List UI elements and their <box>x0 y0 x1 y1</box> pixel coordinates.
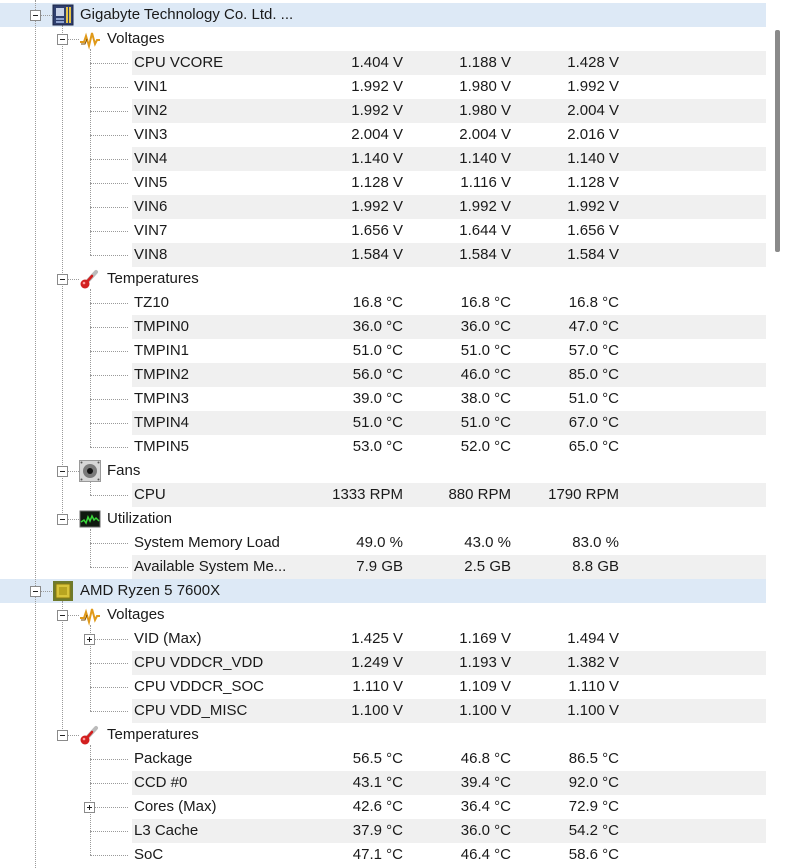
sensor-value: 51.0 °C <box>352 414 403 431</box>
sensor-name: Cores (Max) <box>134 798 217 815</box>
sensor-group-row[interactable] <box>0 27 766 51</box>
sensor-min: 1.992 V <box>459 198 511 215</box>
collapse-toggle[interactable] <box>30 10 41 21</box>
sensor-name: VIN3 <box>134 126 168 143</box>
sensor-value: 1.992 V <box>351 198 403 215</box>
sensor-name: VIN6 <box>134 198 168 215</box>
utilization-icon <box>79 508 101 530</box>
hardware-row[interactable] <box>0 579 766 603</box>
hardware-name: Gigabyte Technology Co. Ltd. ... <box>80 6 294 23</box>
tree-line <box>90 855 128 856</box>
tree-line <box>90 399 128 400</box>
sensor-min: 1.169 V <box>459 630 511 647</box>
sensor-max: 1.128 V <box>567 174 619 191</box>
sensor-value: 1.100 V <box>351 702 403 719</box>
sensor-max: 51.0 °C <box>568 390 619 407</box>
sensor-group-label: Voltages <box>107 606 165 623</box>
sensor-max: 1790 RPM <box>548 486 619 503</box>
collapse-toggle[interactable] <box>57 34 68 45</box>
sensor-max: 2.004 V <box>567 102 619 119</box>
sensor-name: CPU VDDCR_VDD <box>134 654 264 671</box>
sensor-value: 56.0 °C <box>352 366 403 383</box>
sensor-name: CCD #0 <box>134 774 188 791</box>
tree-line <box>90 831 128 832</box>
tree-line <box>90 745 91 855</box>
tree-line <box>94 639 128 640</box>
sensor-min: 1.980 V <box>459 78 511 95</box>
sensor-name: L3 Cache <box>134 822 199 839</box>
sensor-min: 16.8 °C <box>460 294 511 311</box>
tree-line <box>90 423 128 424</box>
hardware-row[interactable] <box>0 3 766 27</box>
sensor-group-label: Utilization <box>107 510 173 527</box>
sensor-name: CPU <box>134 486 166 503</box>
sensor-group-row[interactable] <box>0 723 766 747</box>
tree-line <box>90 711 128 712</box>
sensor-min: 36.0 °C <box>460 318 511 335</box>
sensor-min: 1.188 V <box>459 54 511 71</box>
sensor-max: 83.0 % <box>572 534 619 551</box>
sensor-name: VIN4 <box>134 150 168 167</box>
sensor-max: 1.382 V <box>567 654 619 671</box>
sensor-value: 2.004 V <box>351 126 403 143</box>
tree-line <box>67 519 79 520</box>
sensor-min: 2.5 GB <box>464 558 511 575</box>
tree-line <box>90 567 128 568</box>
sensor-max: 57.0 °C <box>568 342 619 359</box>
sensor-min: 1.116 V <box>460 174 511 191</box>
tree-line <box>90 289 91 447</box>
sensor-min: 38.0 °C <box>460 390 511 407</box>
tree-line <box>90 495 128 496</box>
tree-line <box>90 255 128 256</box>
sensor-value: 1.584 V <box>351 246 403 263</box>
collapse-toggle[interactable] <box>57 730 68 741</box>
collapse-toggle[interactable] <box>30 586 41 597</box>
sensor-name: CPU VCORE <box>134 54 224 71</box>
tree-line <box>67 471 79 472</box>
hardware-name: AMD Ryzen 5 7600X <box>80 582 221 599</box>
tree-line <box>90 111 128 112</box>
tree-line <box>90 783 128 784</box>
sensor-max: 1.428 V <box>567 54 619 71</box>
collapse-toggle[interactable] <box>57 514 68 525</box>
voltage-icon <box>79 604 101 626</box>
thermometer-icon <box>79 268 101 290</box>
motherboard-icon <box>52 4 74 26</box>
tree-line <box>90 375 128 376</box>
scrollbar-thumb[interactable] <box>775 30 780 252</box>
sensor-min: 1.100 V <box>459 702 511 719</box>
sensor-min: 36.0 °C <box>460 822 511 839</box>
tree-line <box>90 87 128 88</box>
tree-line <box>90 543 128 544</box>
sensor-name: TMPIN0 <box>134 318 190 335</box>
sensor-min: 51.0 °C <box>460 342 511 359</box>
sensor-value: 42.6 °C <box>352 798 403 815</box>
sensor-max: 58.6 °C <box>568 846 619 863</box>
sensor-value: 1.110 V <box>352 678 403 695</box>
voltage-icon <box>79 28 101 50</box>
sensor-max: 8.8 GB <box>572 558 619 575</box>
sensor-group-row[interactable] <box>0 459 766 483</box>
tree-line <box>67 39 79 40</box>
sensor-group-label: Temperatures <box>107 726 199 743</box>
sensor-name: Available System Me... <box>134 558 287 575</box>
expand-toggle[interactable] <box>84 802 95 813</box>
tree-line <box>67 735 79 736</box>
tree-line <box>90 481 91 495</box>
sensor-min: 52.0 °C <box>460 438 511 455</box>
sensor-min: 1.980 V <box>459 102 511 119</box>
tree-line <box>90 49 91 255</box>
sensor-group-label: Temperatures <box>107 270 199 287</box>
sensor-name: TMPIN3 <box>134 390 190 407</box>
tree-line <box>90 159 128 160</box>
sensor-value: 43.1 °C <box>352 774 403 791</box>
thermometer-icon <box>79 724 101 746</box>
tree-line <box>94 807 128 808</box>
tree-line <box>90 207 128 208</box>
sensor-value: 1.404 V <box>351 54 403 71</box>
sensor-max: 1.494 V <box>567 630 619 647</box>
sensor-max: 2.016 V <box>567 126 619 143</box>
sensor-name: CPU VDDCR_SOC <box>134 678 265 695</box>
sensor-value: 36.0 °C <box>352 318 403 335</box>
sensor-name: System Memory Load <box>134 534 280 551</box>
sensor-value: 47.1 °C <box>352 846 403 863</box>
sensor-max: 47.0 °C <box>568 318 619 335</box>
tree-line <box>90 759 128 760</box>
collapse-toggle[interactable] <box>57 610 68 621</box>
sensor-max: 1.100 V <box>567 702 619 719</box>
sensor-max: 16.8 °C <box>568 294 619 311</box>
collapse-toggle[interactable] <box>57 274 68 285</box>
sensor-min: 1.193 V <box>459 654 511 671</box>
sensor-name: VIN7 <box>134 222 168 239</box>
sensor-max: 1.656 V <box>567 222 619 239</box>
sensor-min: 1.644 V <box>459 222 511 239</box>
sensor-max: 67.0 °C <box>568 414 619 431</box>
sensor-value: 39.0 °C <box>352 390 403 407</box>
sensor-max: 92.0 °C <box>568 774 619 791</box>
sensor-name: VID (Max) <box>134 630 202 647</box>
sensor-value: 1.128 V <box>351 174 403 191</box>
sensor-min: 43.0 % <box>464 534 511 551</box>
tree-line <box>40 591 52 592</box>
fan-icon <box>79 460 101 482</box>
sensor-value: 1.140 V <box>351 150 403 167</box>
sensor-max: 1.992 V <box>567 198 619 215</box>
tree-line <box>62 601 63 735</box>
sensor-name: TMPIN4 <box>134 414 190 431</box>
tree-line <box>62 25 63 519</box>
sensor-name: VIN1 <box>134 78 168 95</box>
sensor-value: 49.0 % <box>356 534 403 551</box>
sensor-min: 46.4 °C <box>460 846 511 863</box>
sensor-min: 51.0 °C <box>460 414 511 431</box>
tree-line <box>40 15 52 16</box>
sensor-value: 1.992 V <box>351 78 403 95</box>
sensor-max: 1.992 V <box>567 78 619 95</box>
sensor-name: TMPIN5 <box>134 438 190 455</box>
sensor-min: 46.0 °C <box>460 366 511 383</box>
sensor-group-row[interactable] <box>0 267 766 291</box>
tree-line <box>90 63 128 64</box>
sensor-value: 1.656 V <box>351 222 403 239</box>
sensor-name: CPU VDD_MISC <box>134 702 248 719</box>
tree-line <box>90 351 128 352</box>
tree-line <box>67 279 79 280</box>
sensor-group-label: Fans <box>107 462 141 479</box>
sensor-max: 85.0 °C <box>568 366 619 383</box>
tree-line <box>35 0 36 868</box>
sensor-min: 2.004 V <box>459 126 511 143</box>
tree-line <box>90 687 128 688</box>
sensor-group-label: Voltages <box>107 30 165 47</box>
sensor-group-row[interactable] <box>0 507 766 531</box>
tree-line <box>90 183 128 184</box>
tree-line <box>90 231 128 232</box>
cpu-chip-icon <box>52 580 74 602</box>
sensor-value: 16.8 °C <box>352 294 403 311</box>
sensor-max: 1.140 V <box>567 150 619 167</box>
sensor-name: VIN2 <box>134 102 168 119</box>
sensor-name: TMPIN2 <box>134 366 190 383</box>
sensor-max: 1.584 V <box>567 246 619 263</box>
tree-line <box>90 327 128 328</box>
sensor-name: Package <box>134 750 193 767</box>
sensor-value: 37.9 °C <box>352 822 403 839</box>
sensor-value: 1333 RPM <box>332 486 403 503</box>
sensor-max: 1.110 V <box>568 678 619 695</box>
tree-line <box>67 615 79 616</box>
sensor-min: 1.140 V <box>459 150 511 167</box>
sensor-name: SoC <box>134 846 164 863</box>
sensor-min: 1.584 V <box>459 246 511 263</box>
sensor-value: 51.0 °C <box>352 342 403 359</box>
tree-line <box>90 529 91 567</box>
sensor-value: 1.992 V <box>351 102 403 119</box>
tree-line <box>90 447 128 448</box>
sensor-min: 36.4 °C <box>460 798 511 815</box>
sensor-name: VIN8 <box>134 246 168 263</box>
tree-line <box>90 303 128 304</box>
sensor-min: 1.109 V <box>459 678 511 695</box>
sensor-name: TZ10 <box>134 294 170 311</box>
sensor-max: 72.9 °C <box>568 798 619 815</box>
sensor-max: 86.5 °C <box>568 750 619 767</box>
expand-toggle[interactable] <box>84 634 95 645</box>
sensor-value: 1.425 V <box>351 630 403 647</box>
sensor-name: VIN5 <box>134 174 168 191</box>
sensor-value: 56.5 °C <box>352 750 403 767</box>
sensor-group-row[interactable] <box>0 603 766 627</box>
sensor-min: 880 RPM <box>448 486 511 503</box>
sensor-max: 54.2 °C <box>568 822 619 839</box>
sensor-value: 7.9 GB <box>356 558 403 575</box>
tree-line <box>90 135 128 136</box>
sensor-min: 46.8 °C <box>460 750 511 767</box>
sensor-min: 39.4 °C <box>460 774 511 791</box>
collapse-toggle[interactable] <box>57 466 68 477</box>
tree-line <box>90 663 128 664</box>
sensor-value: 53.0 °C <box>352 438 403 455</box>
sensor-max: 65.0 °C <box>568 438 619 455</box>
sensor-value: 1.249 V <box>351 654 403 671</box>
vertical-scrollbar[interactable] <box>769 0 788 868</box>
sensor-name: TMPIN1 <box>134 342 190 359</box>
